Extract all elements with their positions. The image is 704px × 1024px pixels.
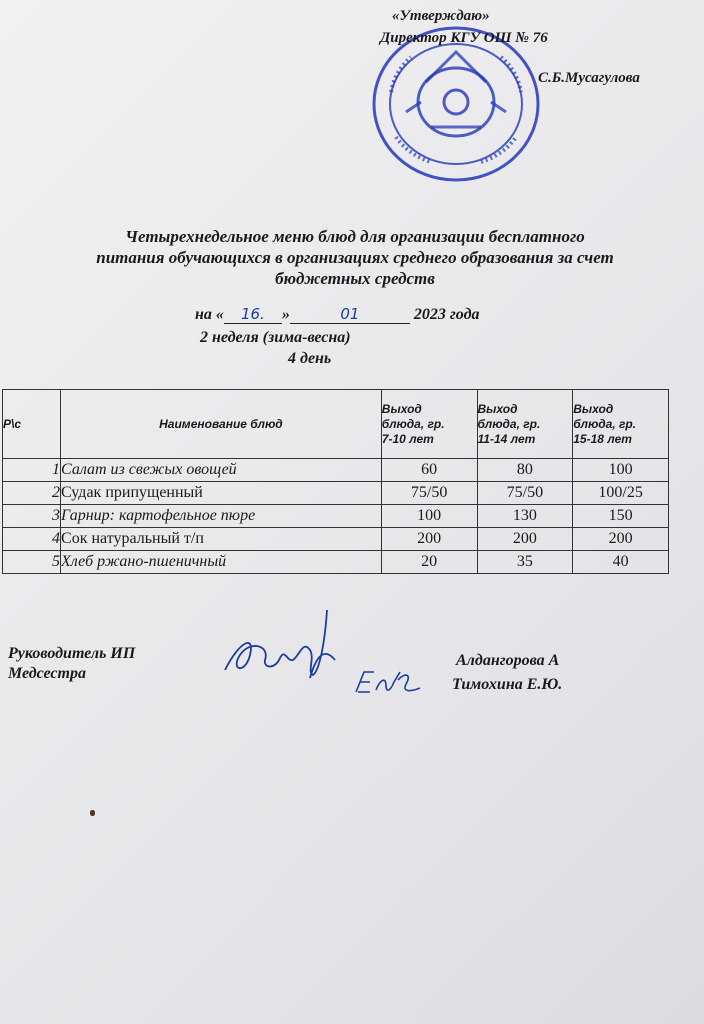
header-text: 7-10 лет bbox=[381, 431, 434, 446]
output-7-10: 20 bbox=[381, 551, 477, 574]
header-text: блюда, гр. bbox=[477, 416, 541, 431]
table-row bbox=[3, 528, 669, 551]
output-7-10: 60 bbox=[381, 459, 477, 482]
dish-name: Хлеб ржано-пшеничный bbox=[61, 551, 382, 574]
header-text: Выход bbox=[477, 401, 518, 416]
output-11-14: 75/50 bbox=[477, 482, 573, 505]
date-suffix: 2023 года bbox=[409, 306, 480, 323]
row-num: 3 bbox=[3, 505, 61, 528]
row-num: 1 bbox=[3, 459, 61, 482]
output-7-10: 75/50 bbox=[381, 482, 477, 505]
output-15-18: 40 bbox=[573, 551, 669, 574]
output-15-18: 100 bbox=[573, 459, 669, 482]
menu-table bbox=[2, 389, 669, 574]
title-line: бюджетных средств bbox=[275, 269, 435, 288]
week-label: 2 неделя (зима-весна) bbox=[200, 329, 351, 346]
row-num: 4 bbox=[3, 528, 61, 551]
dish-name: Сок натуральный т/п bbox=[61, 528, 382, 551]
header-text: 15-18 лет bbox=[573, 431, 632, 446]
signature-role-nurse: Медсестра bbox=[8, 665, 86, 682]
output-11-14: 200 bbox=[477, 528, 573, 551]
output-15-18: 100/25 bbox=[573, 482, 669, 505]
dish-name: Салат из свежых овощей bbox=[61, 459, 382, 482]
table-row bbox=[3, 505, 669, 528]
header-text: блюда, гр. bbox=[381, 416, 445, 431]
header-name: Наименование блюд bbox=[61, 390, 382, 459]
signature-icon bbox=[215, 600, 345, 690]
header-text: 11-14 лет bbox=[477, 431, 536, 446]
dish-name: Гарнир: картофельное пюре bbox=[61, 505, 382, 528]
output-7-10: 200 bbox=[381, 528, 477, 551]
paper-speck bbox=[90, 810, 95, 816]
table-header-row bbox=[3, 390, 669, 459]
header-output-7-10 bbox=[381, 390, 477, 459]
day-label: 4 день bbox=[288, 350, 332, 367]
date-prefix: на « bbox=[195, 306, 224, 323]
dish-name: Судак припущенный bbox=[61, 482, 382, 505]
date-month: 01 bbox=[290, 305, 410, 324]
initials-icon bbox=[350, 662, 430, 702]
approval-director: Директор КГУ ОШ № 76 bbox=[380, 30, 548, 46]
signature-name-nurse: Тимохина Е.Ю. bbox=[452, 676, 563, 693]
header-num: Р\с bbox=[3, 390, 61, 459]
table-row bbox=[3, 551, 669, 574]
table-row bbox=[3, 459, 669, 482]
row-num: 5 bbox=[3, 551, 61, 574]
output-15-18: 200 bbox=[573, 528, 669, 551]
document-title bbox=[10, 226, 700, 289]
date-day: 16. bbox=[224, 305, 282, 324]
header-output-11-14 bbox=[477, 390, 573, 459]
output-11-14: 35 bbox=[477, 551, 573, 574]
date-mid: » bbox=[281, 306, 290, 323]
row-num: 2 bbox=[3, 482, 61, 505]
output-7-10: 100 bbox=[381, 505, 477, 528]
output-15-18: 150 bbox=[573, 505, 669, 528]
output-11-14: 80 bbox=[477, 459, 573, 482]
output-11-14: 130 bbox=[477, 505, 573, 528]
title-line: Четырехнедельное меню блюд для организации бесплатного bbox=[125, 227, 585, 246]
header-text: Выход bbox=[573, 401, 614, 416]
approval-name: С.Б.Мусагулова bbox=[538, 70, 640, 86]
signature-role-head: Руководитель ИП bbox=[8, 645, 136, 662]
title-line: питания обучающихся в организациях среднего образования за счет bbox=[96, 248, 614, 267]
approval-heading: «Утверждаю» bbox=[392, 8, 490, 24]
header-text: блюда, гр. bbox=[573, 416, 637, 431]
signature-name-head: Алдангорова А bbox=[456, 652, 560, 669]
header-text: Выход bbox=[381, 401, 422, 416]
table-row bbox=[3, 482, 669, 505]
header-output-15-18 bbox=[573, 390, 669, 459]
date-line bbox=[195, 305, 480, 324]
